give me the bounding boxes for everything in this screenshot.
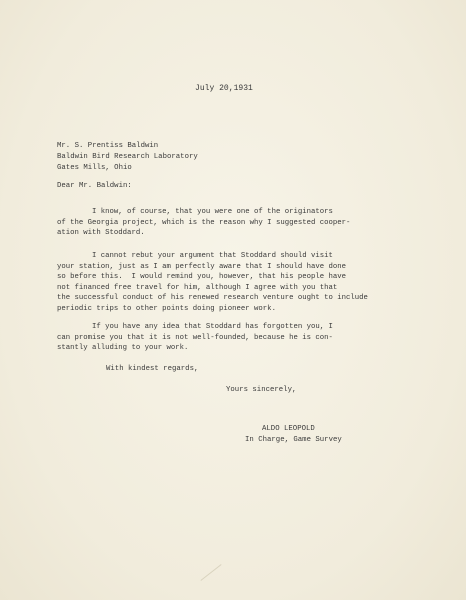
paragraph-line: stantly alluding to your work.: [57, 344, 189, 353]
signature-title: In Charge, Game Survey: [245, 436, 342, 444]
paragraph-3: [57, 322, 333, 354]
paper-crease-mark: [200, 564, 221, 581]
salutation: Dear Mr. Baldwin:: [57, 182, 132, 190]
letter-date: July 20,1931: [195, 84, 253, 93]
recipient-name: Mr. S. Prentiss Baldwin: [57, 142, 159, 150]
signature-name: ALDO LEOPOLD: [262, 425, 315, 433]
recipient-location: Gates Mills, Ohio: [57, 164, 132, 172]
recipient-organization: Baldwin Bird Research Laboratory: [57, 153, 198, 161]
paragraph-line: can promise you that it is not well-founded, because he is con-: [57, 333, 333, 342]
paragraph-2: [57, 251, 368, 315]
paragraph-line: so before this. I would remind you, however, that his people have: [57, 273, 347, 282]
paragraph-line: your station, just as I am perfectly aware that I should have done: [57, 262, 347, 271]
paragraph-line: the successful conduct of his renewed research venture ought to include: [57, 294, 368, 303]
paragraph-line: I cannot rebut your argument that Stoddard should visit: [57, 252, 333, 260]
paragraph-line: ation with Stoddard.: [57, 229, 145, 238]
paragraph-line: not financed free travel for him, although I agree with you that: [57, 283, 338, 292]
complimentary-close: Yours sincerely,: [226, 386, 297, 394]
paragraph-line: of the Georgia project, which is the reason why I suggested cooper-: [57, 218, 351, 227]
closing-regards: With kindest regards,: [106, 365, 199, 373]
paragraph-line: periodic trips to other points doing pioneer work.: [57, 304, 276, 313]
paragraph-line: I know, of course, that you were one of the originators: [57, 208, 333, 216]
paragraph-line: If you have any idea that Stoddard has forgotten you, I: [57, 323, 333, 331]
paragraph-1: [57, 207, 350, 239]
